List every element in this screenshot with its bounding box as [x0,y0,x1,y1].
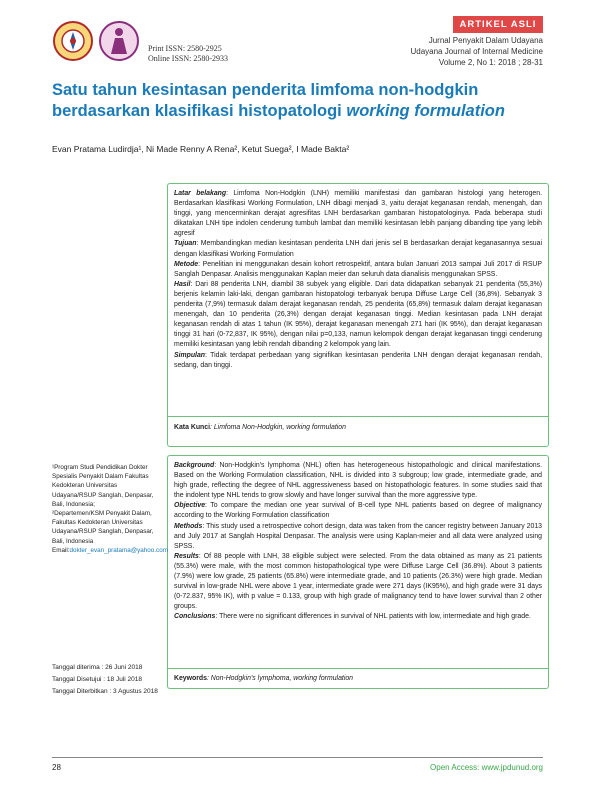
simpulan-label: Simpulan [174,351,206,359]
email-link[interactable]: dokter_evan_pratama@yahoo.com [69,546,168,554]
abstrak-latar [174,189,542,239]
title-line-2-italic: working formulation [346,102,505,120]
hasil-text: : Dari 88 penderita LNH, diambil 38 subyek yang eligible. Dari data didapatkan sebanyak 21 penderita (55,3%) berjenis kelamin laki-laki, dengan gambaran histopatologi terbanyak berupa Diffuse Large Cell (36,8%). Sebanyak 3 penderita (7,9%) termasuk dalam derajat keganasan rendah, 25 penderita (65,8%) termasuk dalam derajat keganasan menengah, dan 10 penderita (26,3%) dengan derajat keganasan tinggi. Median kesintasan pada LNH derajat keganasan rendah di atas 1 tahun (IK 95%), derajat keganasan menengah 271 hari (IK 95%), dan derajat keganasan tinggi 31 hari (0-72,837, IK 95%), dengan nilai p=0,133, namun kelompok dengan derajat keganasan tinggi cenderung memiliki kesintasan yang lebih rendah dibanding 2 kelompok yang lain. [174,280,542,349]
date-accepted: Tanggal Disetujui : 18 Juli 2018 [52,676,142,683]
article-type-badge: ARTIKEL ASLI [453,16,543,33]
footer-divider [52,757,543,758]
affiliations [52,463,168,555]
journal-logo-icon [98,20,140,62]
objective-text: : To compare the median one year survival of B-cell type NHL patients based on degree of malignancy according to the Working Formulation classification [174,502,542,520]
kata-kunci-text: : Limfoma Non-Hodgkin, working formulation [210,424,346,431]
email-label: Email: [52,546,70,554]
date-published: Tanggal Diterbitkan : 3 Agustus 2018 [52,688,158,695]
objective-label: Objective [174,502,206,510]
keywords [174,675,353,682]
online-issn: Online ISSN: 2580-2933 [148,54,228,63]
tujuan-label: Tujuan [174,240,197,248]
journal-name-en: Udayana Journal of Internal Medicine [410,47,543,56]
affiliation-2: ²Departemen/KSM Penyakit Dalam, Fakultas Kedokteran Universitas Udayana/RSUP Sanglah, Denpasar, Bali, Indonesia [52,510,154,545]
university-logo-icon [52,20,94,62]
metode-text: : Penelitian ini menggunakan desain kohort retrospektif, antara bulan Januari 2013 sampai Juli 2017 di RSUP Sanglah Denpasar. Analisis menggunakan Kaplan meier dan seluruh data dianalisis menggunakan SPSS. [174,260,542,278]
date-received: Tanggal diterima : 26 Juni 2018 [52,664,143,671]
abstract-objective [174,501,542,521]
latar-label: Latar belakang [174,190,227,197]
kata-kunci [174,424,346,431]
title-line-2-plain: berdasarkan klasifikasi histopatologi [52,102,347,120]
abstrak-tujuan [174,239,542,259]
methods-text: : This study used a retrospective cohort design, data was taken from the cancer registry between January 2013 and July 2017 at Sanglah Hospital Denpasar. The analysis were using Kaplan-meier and all data were analyzed using SPSS. [174,522,542,550]
journal-info [410,35,543,68]
title-line-2 [52,101,532,122]
results-label: Results [174,552,199,560]
open-access-link[interactable]: Open Access: www.jpdunud.org [430,763,543,772]
conclusions-text: : There were no significant differences in survival of NHL patients with low, intermediate and high grade. [215,613,531,621]
hasil-label: Hasil [174,280,191,288]
results-text: : Of 88 people with LNH, 38 eligible subject were selected. From the data obtained as many as 21 patients (55.3%) were male, with the most common histopathological type were Diffuse Large Cell (36.8%). About 3 patients (7.9%) were low grade, 25 patients (65.8%) were intermediate grade, and 10 patients (26.3%) were high grade. Median survival in low-grade NHL were above 1 year, intermediate grade were 271 days (IK95%), and high grade were 31 days (0-72.837, 95% IK), with p value = 0.133, group with high grade of malignancy tend to have lower survival than 2 other groups. [174,552,542,611]
abstrak-box [167,183,549,447]
background-text: : Non-Hodgkin's lymphoma (NHL) often has heterogeneous histopathologic and clinical manifestations. Based on the Working Formulation classification, NHL is divided into 3 subgroup; low grade, intermediate grade, and high grade, reflecting the degree of NHL aggressiveness based on histopathologic features. In some studies said that the indolent type NHL tends to grow slowly and have longer survival than the more aggressive type. [174,462,542,500]
article-title [52,80,532,122]
abstract-box [167,455,549,689]
keywords-label: Keywords [174,675,207,682]
abstrak-metode [174,260,542,280]
abstract-conclusions [174,612,542,622]
tujuan-text: : Membandingkan median kesintasan penderita LNH dari jenis sel B berdasarkan derajat keganasannya sesuai dengan klasifikasi Working Formulation [174,240,542,258]
abstrak-hasil [174,280,542,351]
author-list: Evan Pratama Ludirdja¹, Ni Made Renny A Rena², Ketut Suega², I Made Bakta² [52,144,350,154]
abstract-background [174,461,542,501]
abstrak-divider [168,416,548,417]
abstrak-simpulan [174,351,542,371]
journal-volume: Volume 2, No 1: 2018 ; 28-31 [438,58,543,67]
print-issn: Print ISSN: 2580-2925 [148,44,222,53]
abstract-divider [168,668,548,669]
keywords-text: : Non-Hodgkin's lymphoma, working formulation [206,675,354,682]
latar-text: : Limfoma Non-Hodgkin (LNH) memiliki manifestasi dan gambaran histologi yang heterogen. Berdasarkan klasifikasi Working Formulation, LNH dibagi menjadi 3, yaitu derajat keganasan rendah, menengah, dan tinggi, yang mencerminkan derajat agresifitas LNH berdasarkan gambaran histopatologinya. Pada beberapa studi dikatakan LNH tipe indolen cenderung tumbuh lambat dan memiliki kesintasan lebih panjang dibanding tipe yang lebih agresif [174,190,542,238]
conclusions-label: Conclusions [174,613,216,621]
correspondence-email [52,546,168,555]
abstract-methods [174,522,542,552]
background-label: Background [174,462,215,469]
methods-label: Methods [174,522,203,530]
page-number: 28 [52,763,61,772]
title-line-1: Satu tahun kesintasan penderita limfoma non-hodgkin [52,81,479,99]
affiliation-1: ¹Program Studi Pendidikan Dokter Spesialis Penyakit Dalam Fakultas Kedokteran Universitas Udayana/RSUP Sanglah, Denpasar, Bali, Indonesia; [52,464,154,508]
kata-kunci-label: Kata Kunci [174,424,210,431]
metode-label: Metode [174,260,199,268]
simpulan-text: : Tidak terdapat perbedaan yang signifikan kesintasan penderita LNH dengan derajat keganasan rendah, sedang, dan tinggi. [174,351,542,369]
abstract-results [174,552,542,613]
journal-name-id: Jurnal Penyakit Dalam Udayana [428,36,543,45]
